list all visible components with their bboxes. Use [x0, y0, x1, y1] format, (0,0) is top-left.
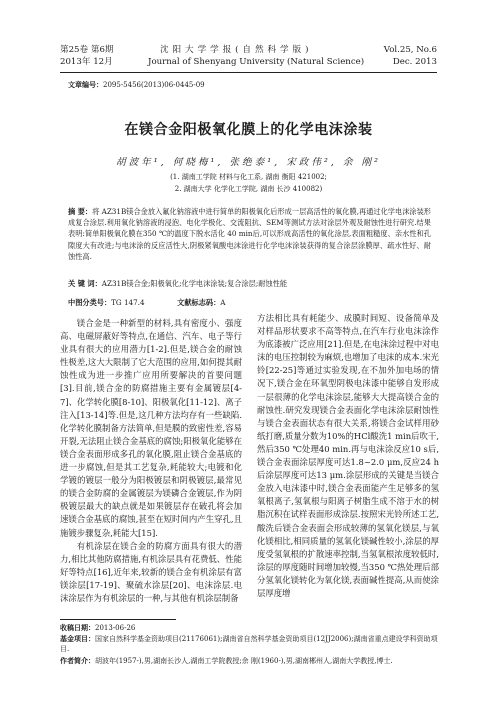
body-column-right: [257, 312, 439, 600]
received-value: 2013-06-26: [95, 624, 136, 632]
issue-date: 2013年 12月: [60, 57, 113, 67]
author-bio: [60, 656, 440, 666]
body-paragraph: 方法相比具有耗能少、成膜时间短、设备简单及对样品形状要求不高等特点,在汽车行业电沫涂作为底漆被广泛应用[21].但是,在电沫涂过程中对电沫的电压控制较为麻烦,也增加了电沫的成本.宋光铃[22-25]等通过实验发现,在不加外加电场的情况下,镁合金在环氧型阴极电沫漆中能够自发形成一层很薄的化学电沫涂层,能够大大提高镁合金的耐蚀性.研究发现镁合金表面化学电沫涂层耐蚀性与镁合金表面状态有很大关系,将镁合金试样用砂纸打磨,质量分数为10%的HCl酸洗1 min后吹干,然后350 ℃处理40 min.再与电沫涂反应10 s后,镁合金表面涂层厚度可达1.8~2.0 μm,反应24 h后涂层厚度可达13 μm.涂层形成的关键是当镁合金放入电沫漆中时,镁合金表面能产生足够多的氢氧根离子,氢氧根与阳离子树脂生成不溶于水的树脂沉积在试样表面形成涂层.按照宋光铃所述工艺,酸洗后镁合金表面会形成较薄的氢氧化镁层,与氧化镁相比,相同质量的氢氧化镁碱性较小,涂层的厚度受氢氧根的扩散速率控制,当氢氧根浓度较低时,涂层的厚度随时间增加较慢,当350 ℃热处理后部分氢氧化镁转化为氧化镁,表面碱性提高,从而使涂层厚度增: [257, 313, 439, 598]
abstract: [68, 206, 431, 262]
article-number-label: 文章编号：: [68, 80, 103, 89]
article-number: [68, 80, 205, 90]
author-list: 胡波年¹, 何晓梅¹, 张绝泰¹, 宋政伟², 余 刚²: [116, 157, 381, 168]
clc-label: 中图分类号：: [68, 298, 112, 307]
keywords: [68, 278, 431, 289]
journal-name-en: Journal of Shenyang University (Natural Science): [148, 57, 365, 67]
body-paragraph: 镁合金是一种新型的材料,具有密度小、强度高、电磁屏蔽好等特点,在通信、汽车、电子等行业具有很大的应用潜力[1-2].但是,镁合金的耐蚀性极差,这大大限制了它大范围的应用,如何提其耐蚀性成为进一步推广应用所要解决的首要问题[3].目前,镁合金的防腐措施主要有金属镀层[4-7]、化学转化膜[8-10]、阳极氧化[11-12]、离子注入[13-14]等.但是,这几种方法均存有一些缺陷.化学转化膜制备方法简单,但是膜的致密性差,容易开裂,无法阻止镁合金基底的腐蚀;阳极氧化能够在镁合金表面形成多孔的氧化膜,阻止镁合金基底的进一步腐蚀,但是其工艺复杂,耗能较大;电镀和化学镀的镀层一般分为阳极镀层和阴极镀层,最常见的镁合金防腐的金属镀层为镁磷合金镀层,作为阴极镀层最大的缺点就是如果镀层存在破孔将会加速镁合金基底的腐蚀,甚至在短时间内产生穿孔,且施镀步骤复杂,耗能大[15].: [60, 318, 242, 538]
fund-label: 基金项目：: [60, 635, 95, 643]
doc-code-label: 文献标志码：: [177, 298, 221, 307]
classification-line: [68, 298, 225, 308]
author-bio-label: 作者简介：: [60, 657, 95, 665]
issue-date-en: Dec. 2013: [392, 57, 437, 67]
doc-code-value: A: [220, 298, 226, 307]
received-date: [60, 623, 440, 633]
body-paragraph: 有机涂层在镁合金的防腐方面具有很大的潜力,相比其他防腐措施,有机涂层具有花费低、性能好等特点[16],近年来,较新的镁合金有机涂层有富镁涂层[17-19]、聚硫水涂层[20]、电沫涂层.电沫涂层作为有机涂层的一种,与其他有机涂层制备: [60, 540, 242, 603]
received-label: 收稿日期：: [60, 624, 95, 632]
header-rule: [60, 72, 437, 73]
fund-info: [60, 634, 440, 654]
volume-issue-en: Vol.25, No.6: [383, 45, 437, 55]
body-column-left: [60, 317, 242, 605]
journal-name-cn: 沈 阳 大 学 学 报 ( 自 然 科 学 版 ): [160, 45, 310, 55]
clc-value: TG 147.4: [111, 298, 145, 307]
fund-value: 国家自然科学基金资助项目(21176061);湖南省自然科学基金资助项目(12JJ2006);湖南省重点建设学科资助项目.: [60, 635, 438, 654]
abstract-label: 摘 要：: [68, 207, 93, 216]
footnote-rule: [60, 619, 176, 620]
author-bio-value: 胡波年(1957-),男,湖南长沙人,湖南工学院教授;余 刚(1960-),男,湖南郴州人,湖南大学教授,博士.: [95, 657, 393, 665]
article-number-value: 2095-5456(2013)06-0445-09: [103, 81, 205, 89]
affiliation-2: 2. 湖南大学 化学化工学院, 湖南 长沙 410082): [174, 185, 323, 193]
abstract-text: 将 AZ31B镁合金放入氟化钠溶液中进行简单的阳极氧化后形成一层高活性的氧化膜,再通过化学电沫涂装形成复合涂层.利用氧化钠溶液的浸泡、电化学极化、交流阻抗、SEM等测试方法对涂层外观及耐蚀性进行研究.结果表明:简单阳极氧化膜在350 ℃的温度下脱水活化 40 min后,可以形成高活性的氧化涂层,表面粗糙度、亲水性和孔隙度大有改进;与电沫涂的反应活性大,阴极紧氧酸电沫涂进行化学电沫涂装获得的复合涂层涂膜厚、疏水性好、耐蚀性高.: [68, 207, 431, 261]
keywords-label: 关 键 词：: [68, 279, 102, 288]
volume-issue: 第25卷 第6期: [60, 45, 114, 55]
running-header: [60, 44, 437, 73]
keywords-text: AZ31B镁合金;阳极氧化;化学电沫涂装;复合涂层;耐蚀性能: [101, 279, 288, 288]
affiliation-1: (1. 湖南工学院 材料与化工系, 湖南 衡阳 421002;: [170, 173, 327, 181]
paper-title: 在镁合金阳极氧化膜上的化学电沫涂装: [124, 122, 373, 138]
